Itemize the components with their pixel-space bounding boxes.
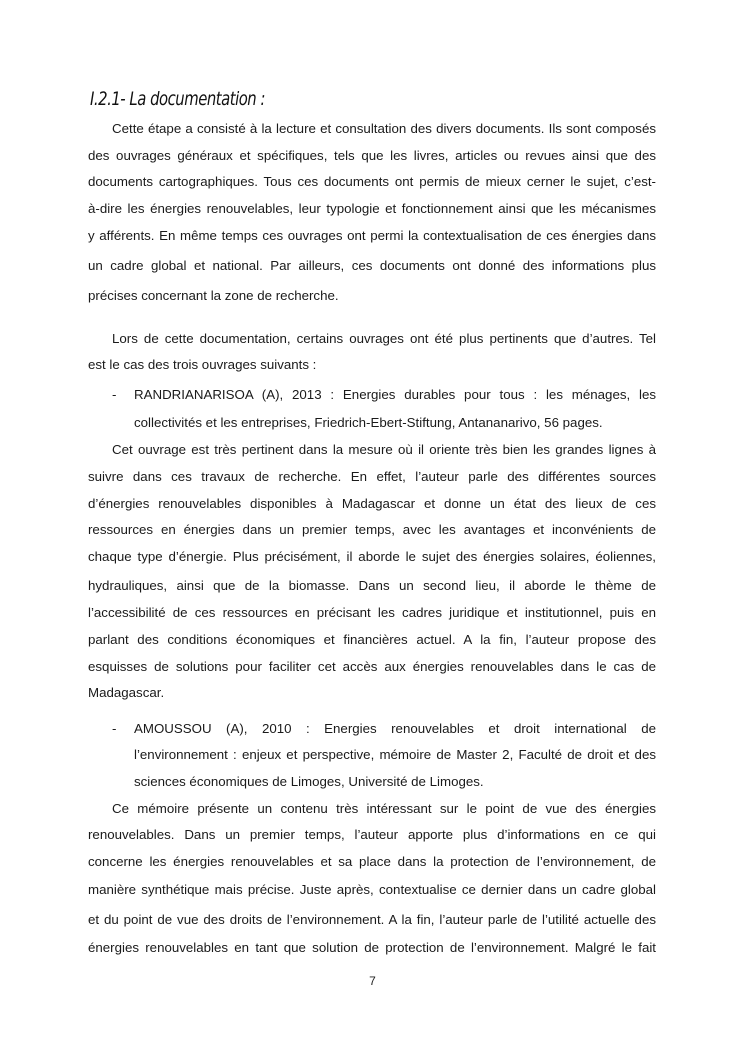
page-number: 7 [369, 974, 376, 988]
p4-line-5: et du point de vue des droits de l’environnement. A la fin, l’auteur parle de l’utilité actuelle des [88, 912, 656, 927]
bullet-marker-2: - [112, 721, 117, 736]
p1-line-5: y afférents. En même temps ces ouvrages ont permi la contextualisation de ces énergies dans [88, 228, 656, 243]
p3-line-9: esquisses de solutions pour faciliter cet accès aux énergies renouvelables dans le cas de [88, 659, 656, 674]
p4-line-3: concerne les énergies renouvelables et sa place dans la protection de l’environnement, de [88, 854, 656, 869]
p4-line-4: manière synthétique mais précise. Juste après, contextualise ce dernier dans un cadre global [88, 882, 656, 897]
p3-line-7: l’accessibilité de ces ressources en précisant les cadres juridique et institutionnel, puis en [88, 605, 656, 620]
p3-line-10: Madagascar. [88, 685, 165, 700]
bullet2-line-1: AMOUSSOU (A), 2010 : Energies renouvelables et droit international de [134, 721, 656, 736]
p4-line-2: renouvelables. Dans un premier temps, l’auteur apporte plus d’informations en ce qui [88, 827, 656, 842]
p1-line-1: Cette étape a consisté à la lecture et consultation des divers documents. Ils sont composés [112, 121, 656, 136]
p1-line-3: documents cartographiques. Tous ces documents ont permis de mieux cerner le sujet, c’est- [88, 174, 656, 189]
p2-line-1: Lors de cette documentation, certains ouvrages ont été plus pertinents que d’autres. Tel [112, 331, 656, 346]
p4-line-6: énergies renouvelables en tant que solution de protection de l’environnement. Malgré le fait [88, 940, 656, 955]
p3-line-1: Cet ouvrage est très pertinent dans la mesure où il oriente très bien les grandes lignes à [112, 442, 656, 457]
p3-line-8: parlant des conditions économiques et financières actuel. A la fin, l’auteur propose des [88, 632, 656, 647]
p1-line-6: un cadre global et national. Par ailleurs, ces documents ont donné des informations plus [88, 258, 656, 273]
p3-line-6: hydrauliques, ainsi que de la biomasse. Dans un second lieu, il aborde le thème de [88, 578, 656, 593]
p3-line-5: chaque type d’énergie. Plus précisément, il aborde le sujet des énergies solaires, éoliennes, [88, 549, 656, 564]
bullet2-line-2: l’environnement : enjeux et perspective, mémoire de Master 2, Faculté de droit et des [134, 747, 656, 762]
p2-line-2: est le cas des trois ouvrages suivants : [88, 357, 317, 372]
p3-line-3: d’énergies renouvelables disponibles à Madagascar et donne un état des lieux de ces [88, 496, 656, 511]
section-heading: I.2.1- La documentation : [90, 88, 266, 110]
bullet-marker-1: - [112, 387, 117, 402]
bullet2-line-3: sciences économiques de Limoges, Université de Limoges. [134, 774, 484, 789]
bullet1-line-1: RANDRIANARISOA (A), 2013 : Energies durables pour tous : les ménages, les [134, 387, 656, 402]
p3-line-4: ressources en énergies dans un premier temps, avec les avantages et inconvénients de [88, 522, 656, 537]
p1-line-7: précises concernant la zone de recherche. [88, 288, 339, 303]
p1-line-2: des ouvrages généraux et spécifiques, tels que les livres, articles ou revues ainsi que des [88, 148, 656, 163]
p4-line-1: Ce mémoire présente un contenu très intéressant sur le point de vue des énergies [112, 801, 656, 816]
bullet1-line-2: collectivités et les entreprises, Friedrich-Ebert-Stiftung, Antananarivo, 56 pages. [134, 415, 603, 430]
p3-line-2: suivre dans ces travaux de recherche. En effet, l’auteur parle des différentes sources [88, 469, 656, 484]
p1-line-4: à-dire les énergies renouvelables, leur typologie et fonctionnement ainsi que les mécanismes [88, 201, 656, 216]
